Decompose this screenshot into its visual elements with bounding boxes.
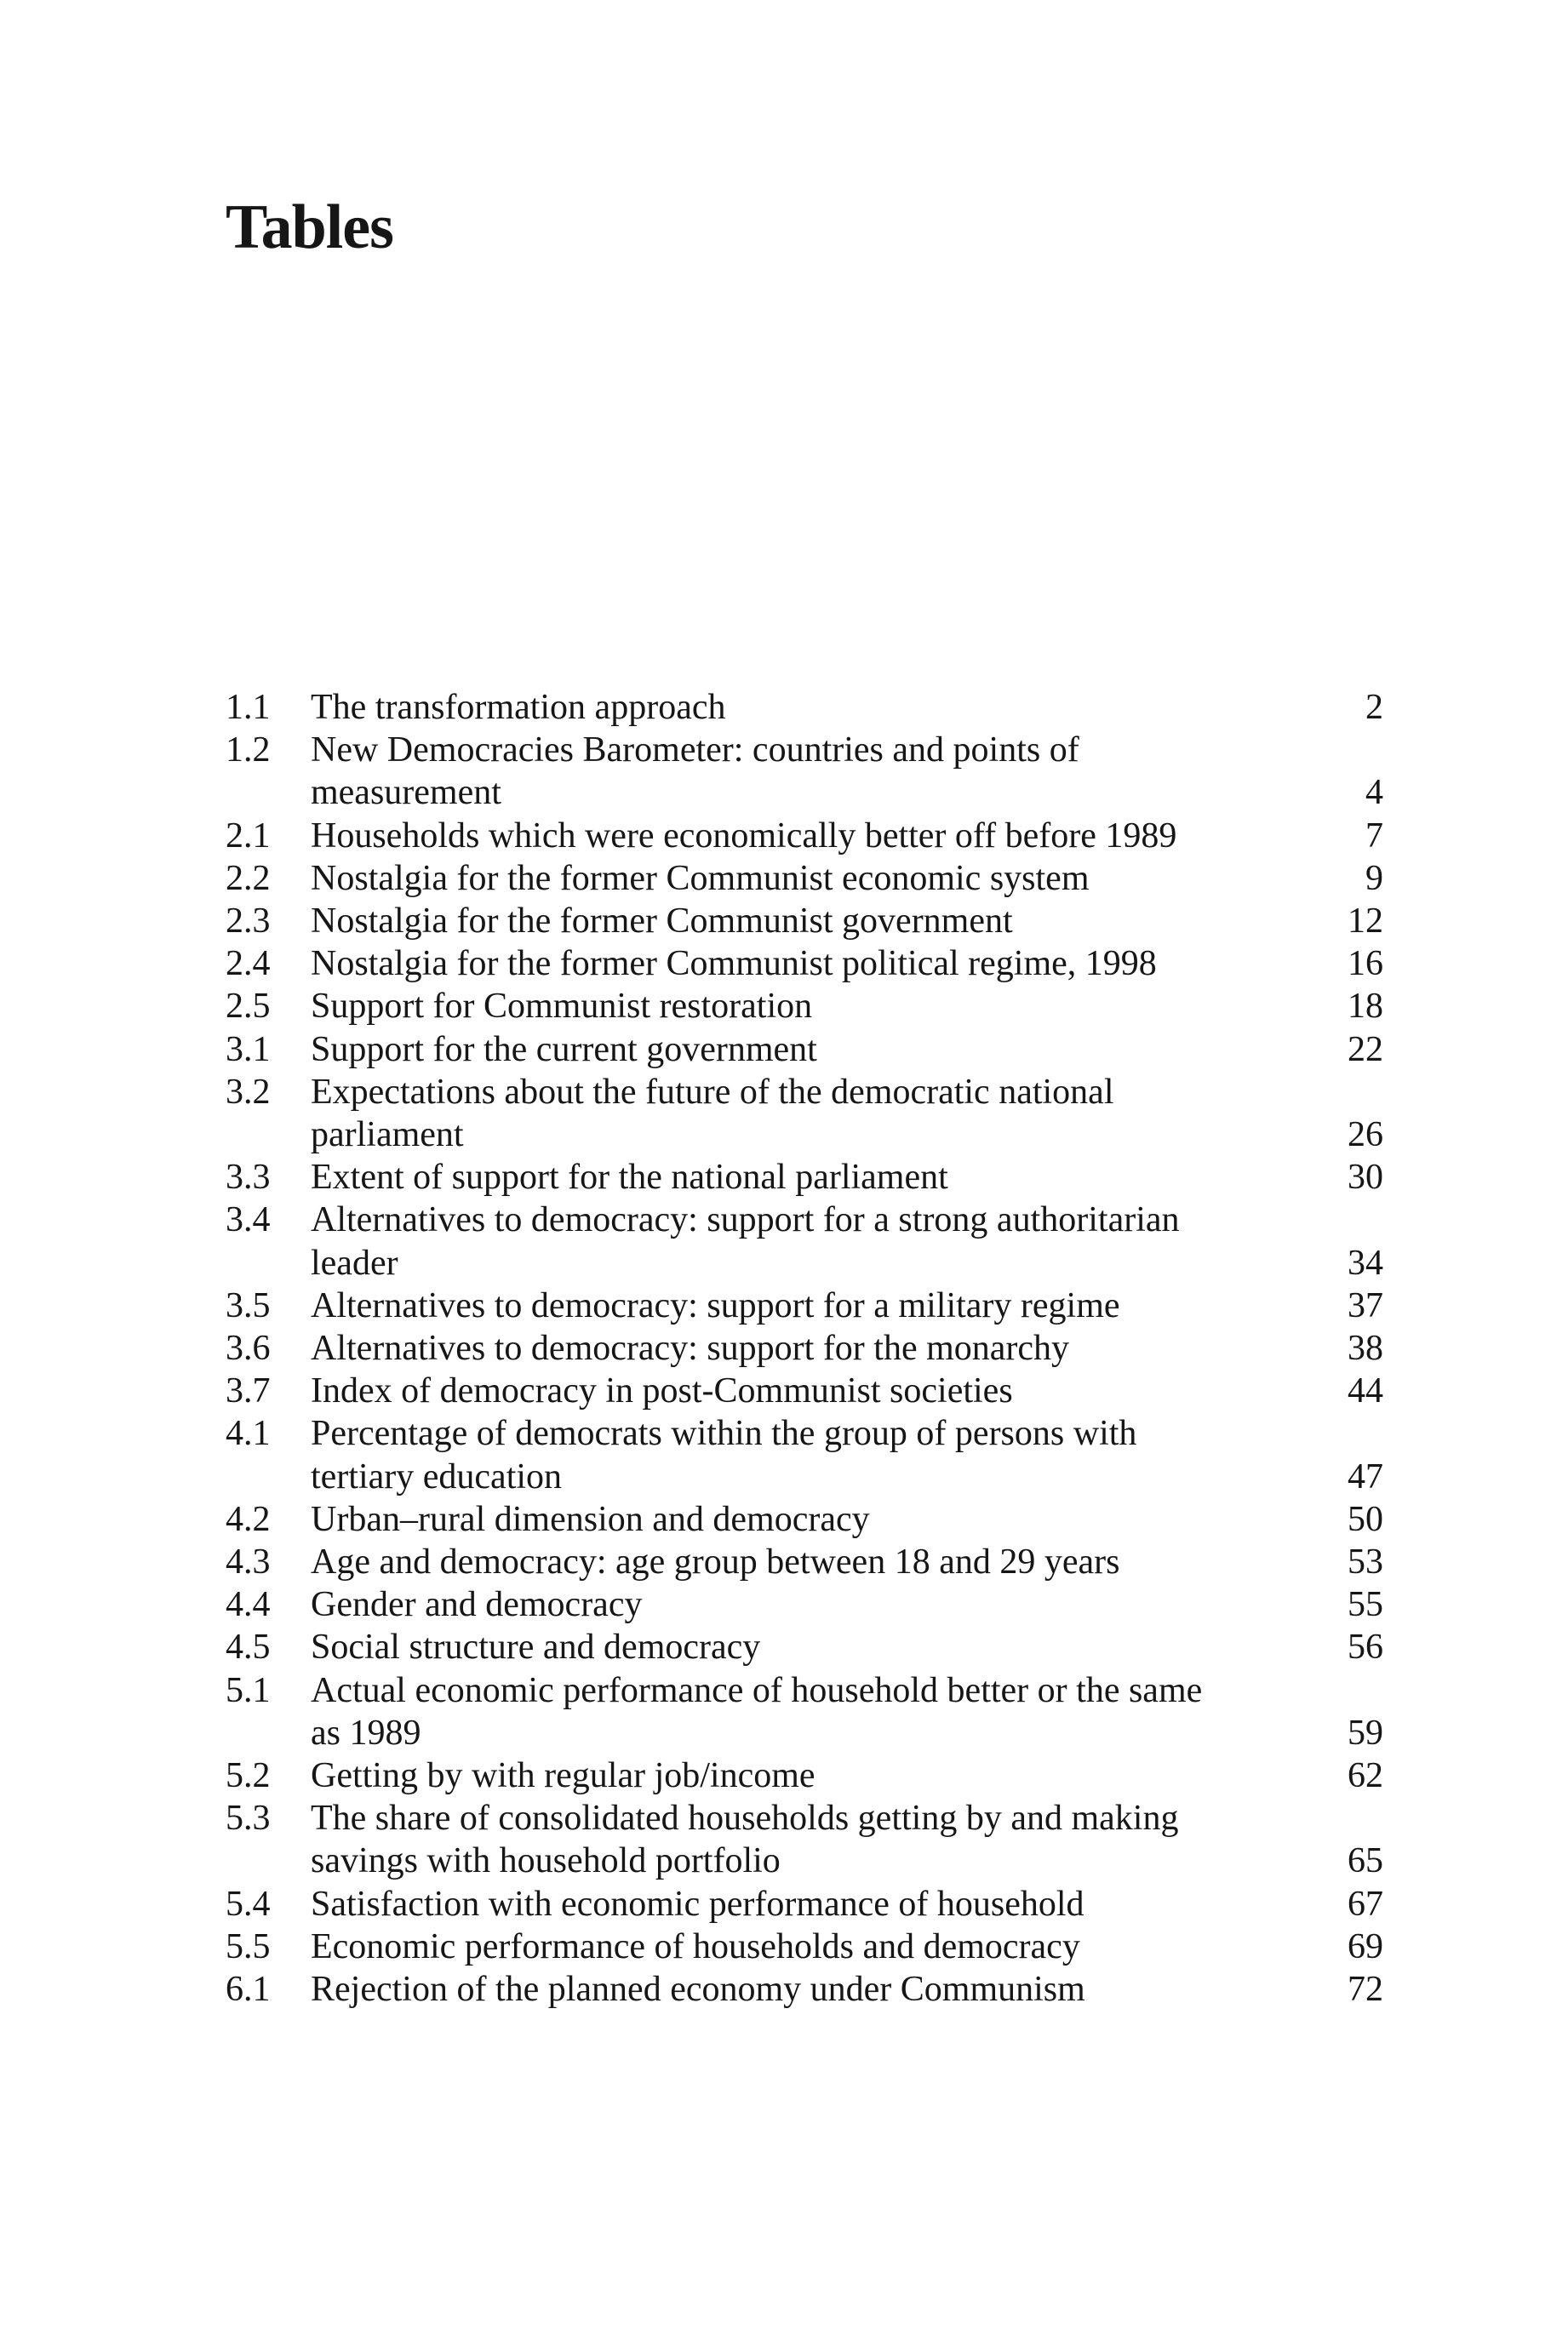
- table-number: 1.2: [226, 730, 271, 770]
- table-number: 2.5: [226, 987, 271, 1027]
- table-number: 3.2: [226, 1072, 271, 1112]
- table-number: 5.4: [226, 1884, 271, 1924]
- page-number: 22: [1348, 1029, 1383, 1069]
- list-item: [226, 686, 1383, 729]
- page-number: 72: [1348, 1970, 1383, 2010]
- table-title: Alternatives to democracy: support for a strong authoritarian leader: [311, 1200, 1180, 1283]
- table-number: 5.1: [226, 1670, 271, 1710]
- list-item: [226, 1498, 1383, 1541]
- list-item: [226, 1626, 1383, 1668]
- list-item: [226, 1327, 1383, 1370]
- table-title: Urban–rural dimension and democracy: [311, 1499, 870, 1539]
- page-number: 65: [1348, 1841, 1383, 1881]
- list-item: [226, 1285, 1383, 1327]
- page-number: 47: [1348, 1456, 1383, 1496]
- list-item: [226, 1156, 1383, 1199]
- table-title: Index of democracy in post-Communist societies: [311, 1371, 1013, 1411]
- page-number: 4: [1365, 773, 1383, 813]
- table-title: Support for the current government: [311, 1029, 817, 1069]
- list-item: [226, 1669, 1383, 1754]
- table-title: Satisfaction with economic performance of household: [311, 1884, 1084, 1924]
- table-number: 3.4: [226, 1200, 271, 1240]
- table-title: Social structure and democracy: [311, 1628, 761, 1668]
- table-number: 1.1: [226, 688, 271, 727]
- table-title: Expectations about the future of the democratic national parliament: [311, 1072, 1114, 1155]
- page-number: 12: [1348, 901, 1383, 941]
- table-number: 6.1: [226, 1970, 271, 2010]
- table-title: Age and democracy: age group between 18 and 29 years: [311, 1542, 1120, 1582]
- table-title: Getting by with regular job/income: [311, 1756, 815, 1796]
- list-item: [226, 1797, 1383, 1882]
- table-number: 2.1: [226, 815, 271, 856]
- table-title: Alternatives to democracy: support for a military regime: [311, 1285, 1120, 1325]
- list-item: [226, 1926, 1383, 1968]
- tables-list: [226, 686, 1383, 2011]
- list-item: [226, 1071, 1383, 1156]
- list-item: [226, 1028, 1383, 1071]
- page-number: 2: [1365, 688, 1383, 727]
- page-title: Tables: [226, 192, 393, 262]
- table-title: Support for Communist restoration: [311, 987, 813, 1027]
- list-item: [226, 1883, 1383, 1926]
- table-title: Actual economic performance of household better or the same as 1989: [311, 1670, 1203, 1753]
- table-number: 3.6: [226, 1329, 271, 1369]
- list-item: [226, 857, 1383, 900]
- list-item: [226, 815, 1383, 857]
- table-title: Nostalgia for the former Communist government: [311, 901, 1013, 941]
- list-item: [226, 729, 1383, 814]
- table-title: Gender and democracy: [311, 1585, 643, 1625]
- page-number: 67: [1348, 1884, 1383, 1924]
- page-number: 7: [1365, 815, 1383, 856]
- table-title: Nostalgia for the former Communist political regime, 1998: [311, 944, 1157, 984]
- table-number: 4.4: [226, 1585, 271, 1625]
- table-number: 2.4: [226, 944, 271, 984]
- table-number: 4.3: [226, 1542, 271, 1582]
- table-title: Rejection of the planned economy under Communism: [311, 1970, 1085, 2010]
- list-item: [226, 1968, 1383, 2011]
- table-number: 3.3: [226, 1158, 271, 1198]
- page-number: 37: [1348, 1285, 1383, 1325]
- table-title: New Democracies Barometer: countries and points of measurement: [311, 730, 1079, 813]
- table-number: 5.2: [226, 1756, 271, 1796]
- table-title: Economic performance of households and democracy: [311, 1926, 1080, 1966]
- table-title: The share of consolidated households getting by and making savings with household portfolio: [311, 1799, 1179, 1881]
- table-number: 4.2: [226, 1499, 271, 1539]
- page-number: 53: [1348, 1542, 1383, 1582]
- page-number: 9: [1365, 858, 1383, 898]
- table-title: Alternatives to democracy: support for the monarchy: [311, 1329, 1070, 1369]
- list-item: [226, 1754, 1383, 1797]
- page-number: 55: [1348, 1585, 1383, 1625]
- page-number: 18: [1348, 987, 1383, 1027]
- table-number: 3.5: [226, 1285, 271, 1325]
- page-number: 50: [1348, 1499, 1383, 1539]
- table-number: 2.3: [226, 901, 271, 941]
- table-title: Percentage of democrats within the group of persons with tertiary education: [311, 1414, 1137, 1496]
- table-number: 2.2: [226, 858, 271, 898]
- list-item: [226, 900, 1383, 942]
- page-number: 59: [1348, 1713, 1383, 1753]
- list-item: [226, 1370, 1383, 1412]
- table-number: 4.1: [226, 1414, 271, 1454]
- page-number: 16: [1348, 944, 1383, 984]
- table-title: Nostalgia for the former Communist economic system: [311, 858, 1090, 898]
- page-number: 69: [1348, 1926, 1383, 1966]
- page-number: 26: [1348, 1115, 1383, 1155]
- page-number: 62: [1348, 1756, 1383, 1796]
- table-number: 3.1: [226, 1029, 271, 1069]
- table-title: Households which were economically better off before 1989: [311, 815, 1177, 856]
- table-number: 4.5: [226, 1628, 271, 1668]
- table-number: 3.7: [226, 1371, 271, 1411]
- table-title: The transformation approach: [311, 688, 726, 727]
- page-number: 30: [1348, 1158, 1383, 1198]
- list-item: [226, 1541, 1383, 1583]
- page-number: 44: [1348, 1371, 1383, 1411]
- list-item: [226, 1583, 1383, 1626]
- list-item: [226, 1412, 1383, 1497]
- table-number: 5.3: [226, 1799, 271, 1839]
- page-number: 38: [1348, 1329, 1383, 1369]
- table-number: 5.5: [226, 1926, 271, 1966]
- list-item: [226, 942, 1383, 985]
- list-item: [226, 985, 1383, 1027]
- page-number: 56: [1348, 1628, 1383, 1668]
- list-item: [226, 1199, 1383, 1284]
- table-title: Extent of support for the national parliament: [311, 1158, 948, 1198]
- page-number: 34: [1348, 1243, 1383, 1283]
